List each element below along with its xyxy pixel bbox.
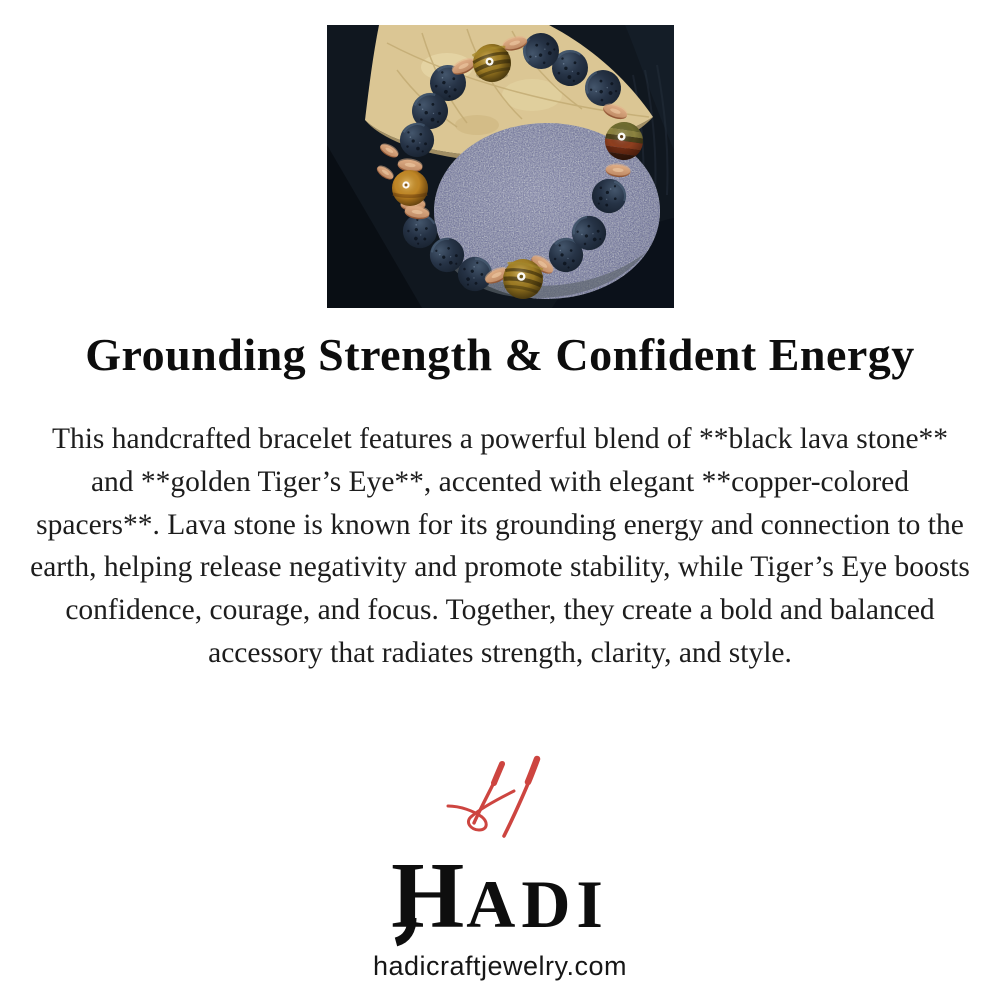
- brand-monogram: [430, 743, 560, 855]
- wordmark-h-descender: [393, 917, 417, 947]
- wordmark-letters-adi: ADI: [466, 866, 609, 942]
- script-h-icon: [430, 743, 560, 855]
- brand-website: hadicraftjewelry.com: [372, 951, 628, 981]
- page-title: Grounding Strength & Confident Energy: [85, 329, 915, 380]
- product-photo: [327, 25, 674, 308]
- product-description: This handcrafted bracelet features a powerful blend of **black lava stone** and **golden Tiger’s Eye**, accented with elegant **copper-colored spacers**. Lava stone is known for its grounding energy and connection to the earth, helping release negativity and promote stability, while Tiger’s Eye boosts confidence, courage, and focus. Together, they create a bold and balanced accessory that radiates strength, clarity, and style.: [30, 423, 970, 669]
- amber-bead: [392, 170, 428, 206]
- wordmark-letter-h: H: [391, 844, 467, 948]
- product-photo-illustration: [327, 25, 674, 308]
- brand-wordmark: [0, 846, 1000, 946]
